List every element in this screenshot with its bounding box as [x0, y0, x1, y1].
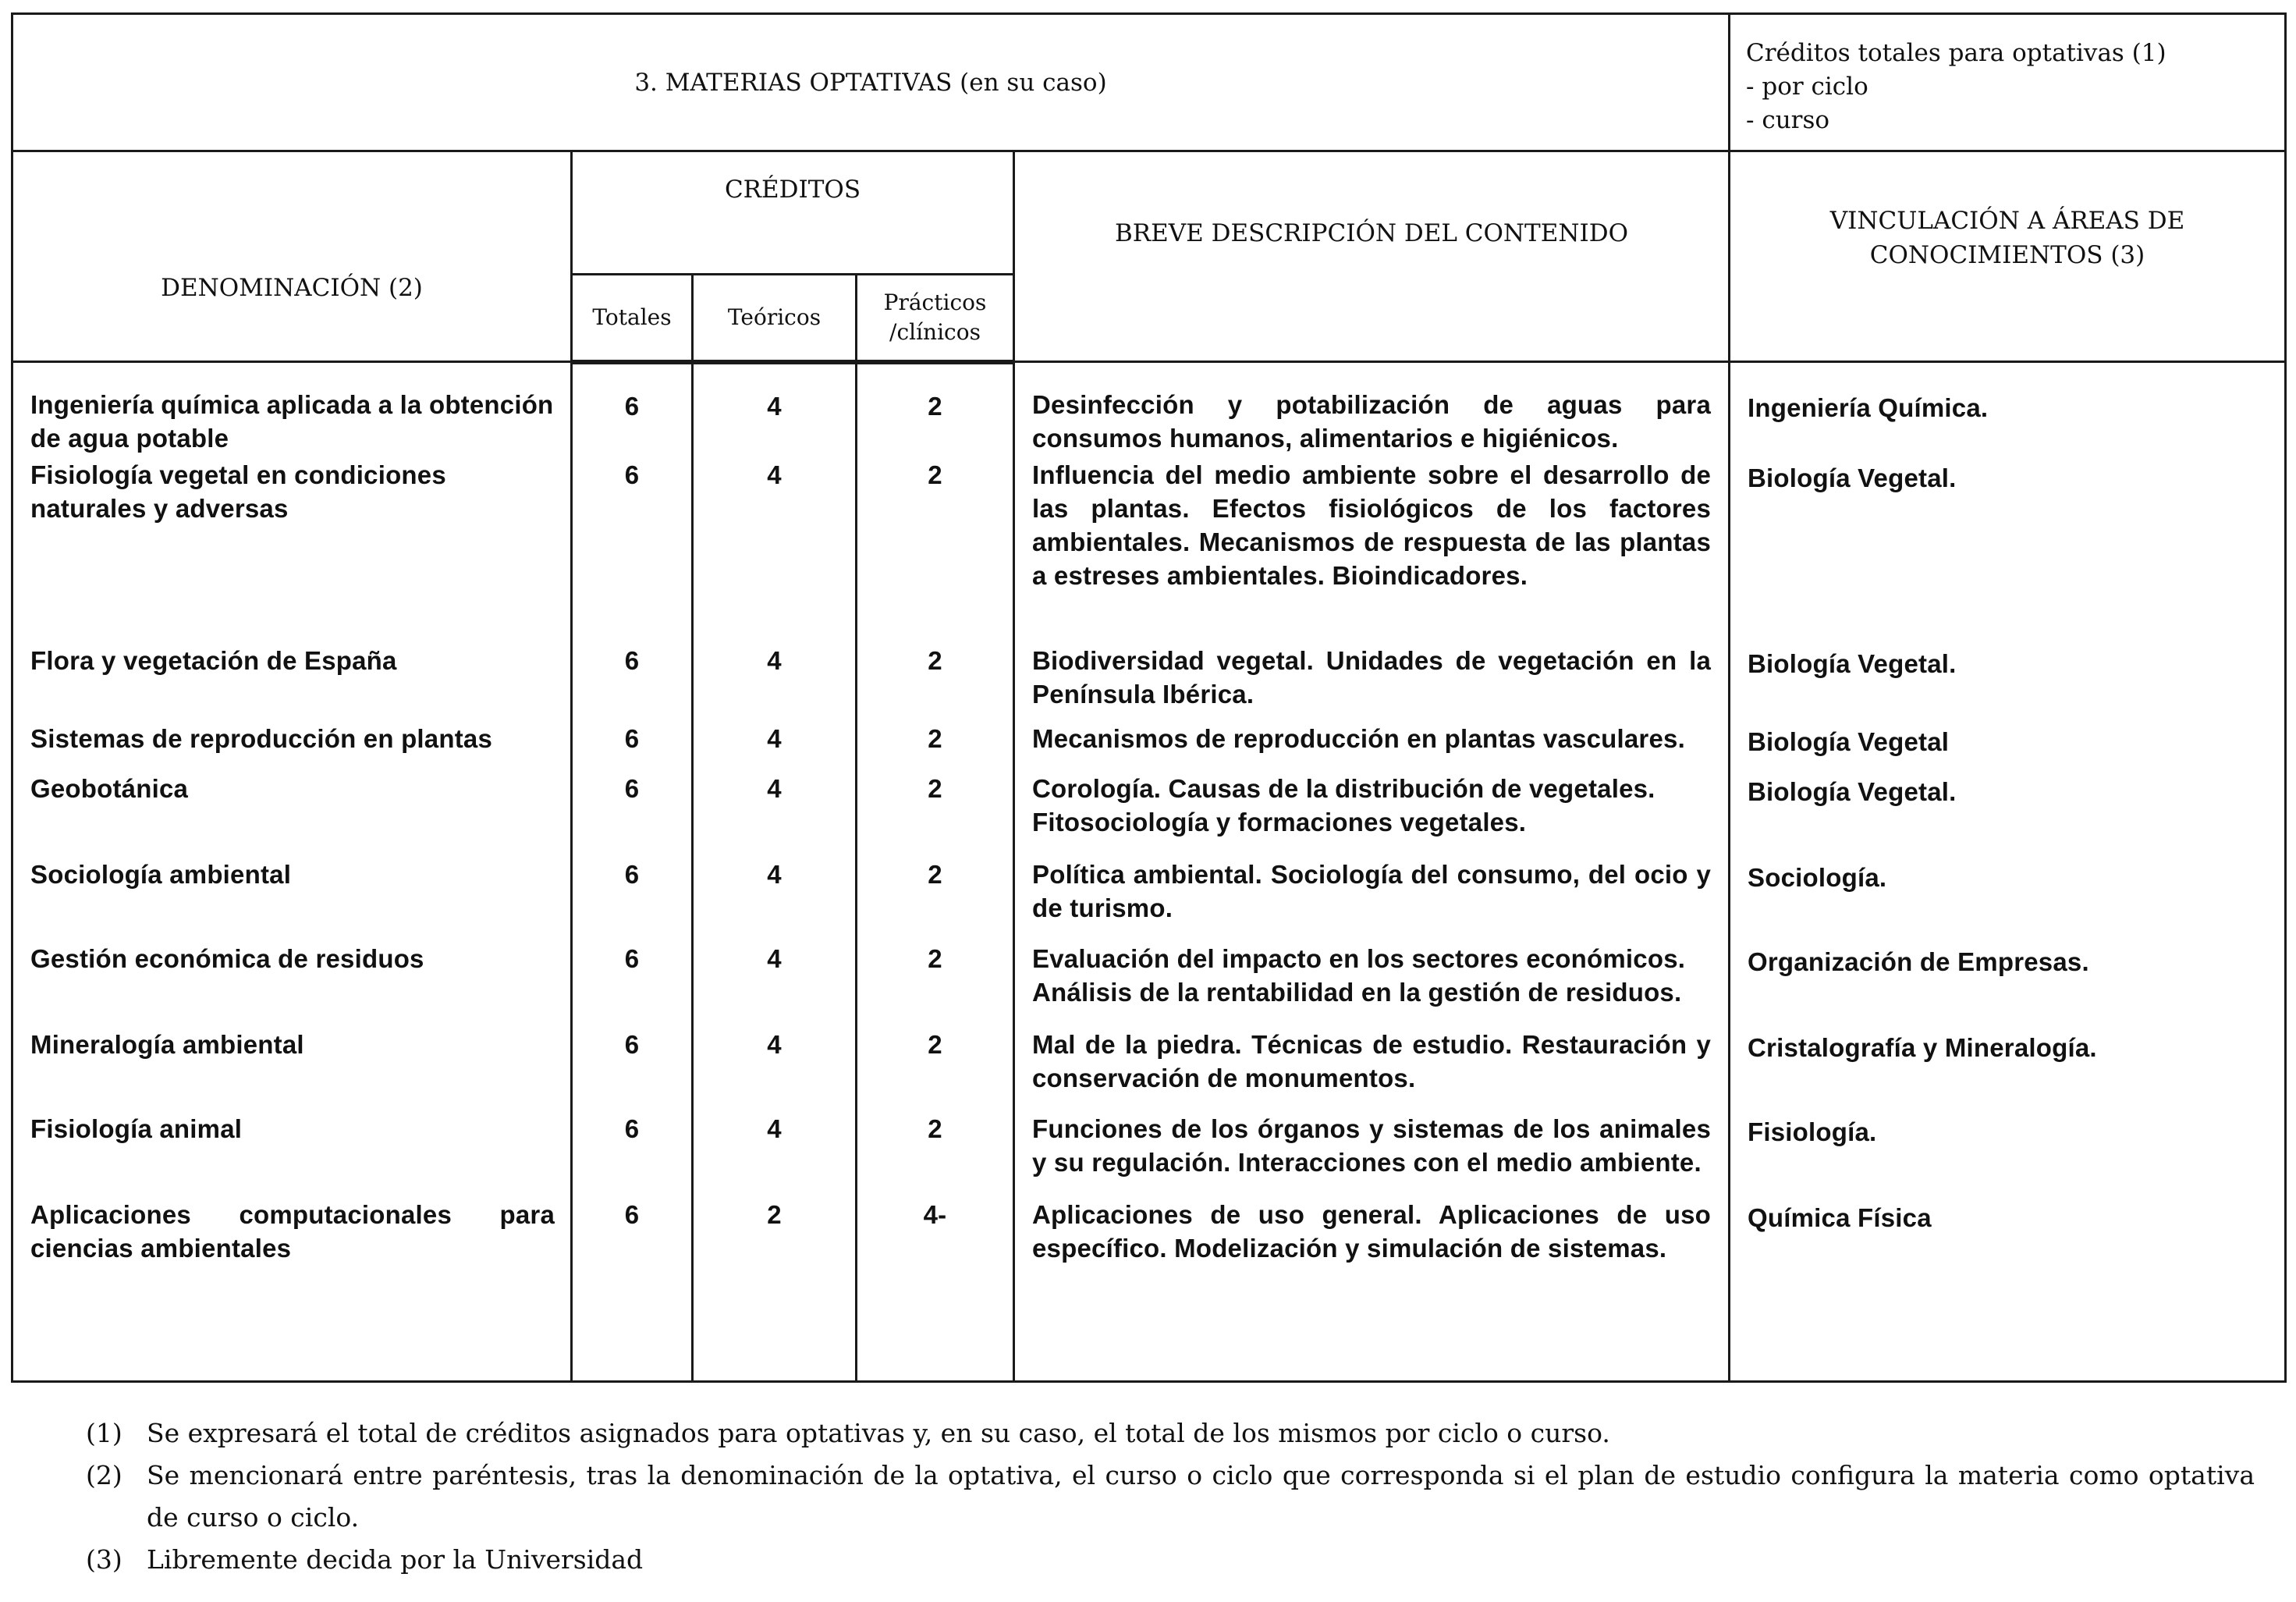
row-area: Biología Vegetal. — [1730, 455, 2286, 641]
row-teoricos: 4 — [693, 854, 857, 939]
row-descripcion: Desinfección y potabilización de aguas para consumos humanos, alimentarios e higiénicos. — [1014, 362, 1730, 456]
row-descripcion: Mecanismos de reproducción en plantas vasculares. — [1014, 719, 1730, 769]
footnote-mark: (2) — [86, 1460, 122, 1490]
row-area: Organización de Empresas. — [1730, 939, 2286, 1025]
table-row — [12, 1109, 2286, 1195]
table-row — [12, 854, 2286, 939]
footnotes — [86, 1412, 2255, 1581]
col-vinculacion — [1730, 151, 2286, 362]
footnote-text: Se mencionará entre paréntesis, tras la denominación de la optativa, el curso o ciclo que corresponda si el plan de estudio configura la materia como optativa de curso o ciclo. — [147, 1460, 2255, 1533]
table-row — [12, 939, 2286, 1025]
row-denominacion: Aplicaciones computacionales para ciencias ambientales — [12, 1195, 572, 1382]
footnote-mark: (3) — [86, 1544, 122, 1575]
row-denominacion: Mineralogía ambiental — [12, 1025, 572, 1109]
row-practicos: 2 — [857, 1025, 1014, 1109]
row-area: Biología Vegetal. — [1730, 641, 2286, 719]
row-totales: 6 — [572, 1195, 693, 1382]
row-totales: 6 — [572, 1025, 693, 1109]
row-denominacion: Fisiología vegetal en condiciones naturales y adversas — [12, 455, 572, 641]
row-descripcion: Influencia del medio ambiente sobre el desarrollo de las plantas. Efectos fisiológicos de los factores ambientales. Mecanismos de respuesta de las plantas a estreses ambientales. Bioindicadores. — [1014, 455, 1730, 641]
row-denominacion: Geobotánica — [12, 769, 572, 854]
column-header-row — [12, 151, 2286, 275]
table-row — [12, 769, 2286, 854]
col-creditos: CRÉDITOS — [572, 151, 1014, 275]
col-vinculacion-line2: CONOCIMIENTOS (3) — [1869, 241, 2145, 269]
row-totales: 6 — [572, 939, 693, 1025]
col-totales: Totales — [572, 275, 693, 362]
row-descripcion: Política ambiental. Sociología del consumo, del ocio y de turismo. — [1014, 854, 1730, 939]
totals-title: Créditos totales para optativas (1) — [1746, 39, 2166, 67]
row-totales: 6 — [572, 719, 693, 769]
row-practicos: 2 — [857, 719, 1014, 769]
table-row — [12, 1195, 2286, 1382]
row-practicos: 2 — [857, 854, 1014, 939]
footnote-1 — [86, 1412, 2255, 1455]
col-practicos-line1: Prácticos — [883, 289, 987, 315]
col-vinculacion-line1: VINCULACIÓN A ÁREAS DE — [1829, 207, 2185, 235]
row-denominacion: Sistemas de reproducción en plantas — [12, 719, 572, 769]
row-teoricos: 4 — [693, 1025, 857, 1109]
row-denominacion: Ingeniería química aplicada a la obtención de agua potable — [12, 362, 572, 456]
row-descripcion: Evaluación del impacto en los sectores económicos. Análisis de la rentabilidad en la gestión de residuos. — [1014, 939, 1730, 1025]
col-denominacion: DENOMINACIÓN (2) — [12, 151, 572, 362]
row-practicos: 2 — [857, 769, 1014, 854]
totals-box — [1730, 14, 2286, 151]
optativas-table — [11, 12, 2287, 1383]
row-area: Fisiología. — [1730, 1109, 2286, 1195]
row-totales: 6 — [572, 362, 693, 456]
footnote-mark: (1) — [86, 1418, 122, 1448]
row-teoricos: 4 — [693, 641, 857, 719]
row-practicos: 2 — [857, 455, 1014, 641]
col-practicos-line2: /clínicos — [889, 318, 981, 345]
row-practicos: 2 — [857, 1109, 1014, 1195]
row-teoricos: 2 — [693, 1195, 857, 1382]
col-teoricos: Teóricos — [693, 275, 857, 362]
row-area: Biología Vegetal. — [1730, 769, 2286, 854]
row-totales: 6 — [572, 641, 693, 719]
row-denominacion: Flora y vegetación de España — [12, 641, 572, 719]
row-practicos: 2 — [857, 641, 1014, 719]
row-totales: 6 — [572, 854, 693, 939]
footnote-3 — [86, 1539, 2255, 1581]
totals-curso: - curso — [1746, 106, 1830, 134]
row-totales: 6 — [572, 455, 693, 641]
row-teoricos: 4 — [693, 455, 857, 641]
row-totales: 6 — [572, 1109, 693, 1195]
footnote-2 — [86, 1455, 2255, 1539]
row-area: Ingeniería Química. — [1730, 362, 2286, 456]
row-teoricos: 4 — [693, 769, 857, 854]
title-row — [12, 14, 2286, 151]
totals-ciclo: - por ciclo — [1746, 73, 1868, 101]
row-denominacion: Gestión económica de residuos — [12, 939, 572, 1025]
row-teoricos: 4 — [693, 362, 857, 456]
row-practicos: 4- — [857, 1195, 1014, 1382]
row-teoricos: 4 — [693, 1109, 857, 1195]
row-area: Química Física — [1730, 1195, 2286, 1382]
row-descripcion: Biodiversidad vegetal. Unidades de vegetación en la Península Ibérica. — [1014, 641, 1730, 719]
row-area: Cristalografía y Mineralogía. — [1730, 1025, 2286, 1109]
table-row — [12, 641, 2286, 719]
row-teoricos: 4 — [693, 719, 857, 769]
row-totales: 6 — [572, 769, 693, 854]
row-descripcion: Mal de la piedra. Técnicas de estudio. Restauración y conservación de monumentos. — [1014, 1025, 1730, 1109]
row-area: Biología Vegetal — [1730, 719, 2286, 769]
row-practicos: 2 — [857, 939, 1014, 1025]
table-row — [12, 719, 2286, 769]
footnote-text: Libremente decida por la Universidad — [147, 1544, 644, 1575]
row-denominacion: Fisiología animal — [12, 1109, 572, 1195]
row-descripcion: Aplicaciones de uso general. Aplicaciones de uso específico. Modelización y simulación de sistemas. — [1014, 1195, 1730, 1382]
row-descripcion: Corología. Causas de la distribución de vegetales. Fitosociología y formaciones vegetales. — [1014, 769, 1730, 854]
row-denominacion: Sociología ambiental — [12, 854, 572, 939]
footnote-text: Se expresará el total de créditos asignados para optativas y, en su caso, el total de los mismos por ciclo o curso. — [147, 1418, 1610, 1448]
table-row — [12, 362, 2286, 456]
row-area: Sociología. — [1730, 854, 2286, 939]
col-practicos — [857, 275, 1014, 362]
row-practicos: 2 — [857, 362, 1014, 456]
table-row — [12, 455, 2286, 641]
section-title: 3. MATERIAS OPTATIVAS (en su caso) — [12, 14, 1730, 151]
row-teoricos: 4 — [693, 939, 857, 1025]
row-descripcion: Funciones de los órganos y sistemas de los animales y su regulación. Interacciones con el medio ambiente. — [1014, 1109, 1730, 1195]
table-row — [12, 1025, 2286, 1109]
col-descripcion: BREVE DESCRIPCIÓN DEL CONTENIDO — [1014, 151, 1730, 362]
